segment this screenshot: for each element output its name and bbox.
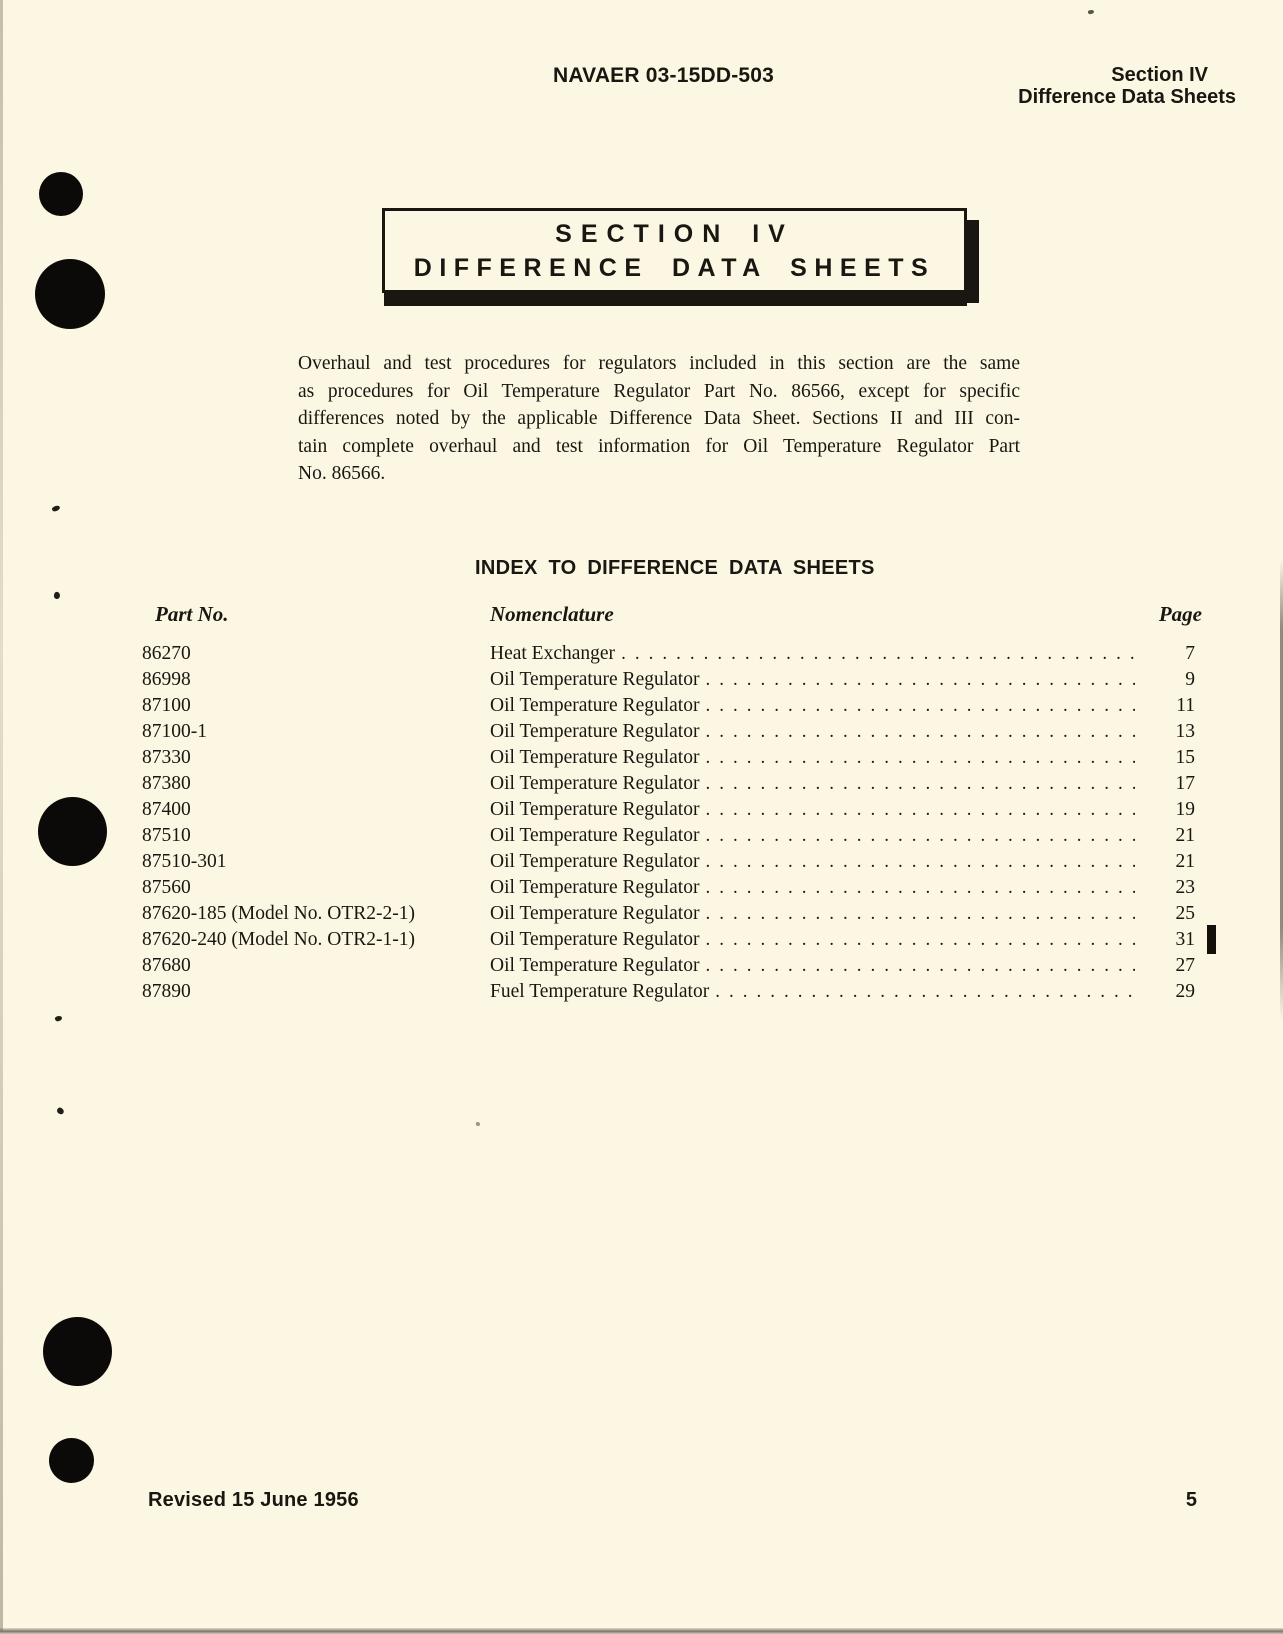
intro-paragraph [298, 350, 1020, 488]
table-row [142, 797, 1195, 823]
row-nomenclature: Oil Temperature Regulator [490, 903, 700, 924]
table-row [142, 823, 1195, 849]
scan-speck [56, 1107, 65, 1116]
dot-leader [705, 901, 1135, 927]
row-nomenclature: Fuel Temperature Regulator [490, 981, 710, 1002]
dot-leader [705, 693, 1135, 719]
table-row [142, 719, 1195, 745]
dot-leader [705, 797, 1135, 823]
row-part-no: 87380 [142, 773, 191, 794]
paragraph-line: Overhaul and test procedures for regulators included in this section are the same [298, 353, 1020, 374]
row-part-no: 86270 [142, 643, 191, 664]
row-part-no: 87100 [142, 695, 191, 716]
column-header-page: Page [1158, 602, 1202, 626]
row-part-no: 87400 [142, 799, 191, 820]
section-title-box [382, 208, 967, 293]
footer-revision-note: Revised 15 June 1956 [148, 1489, 359, 1511]
dot-leader [705, 745, 1135, 771]
row-nomenclature: Oil Temperature Regulator [490, 799, 700, 820]
table-row [142, 901, 1195, 927]
dot-leader [705, 849, 1135, 875]
row-page: 31 [1175, 929, 1195, 950]
paragraph-line: No. 86566. [298, 463, 386, 484]
row-page: 21 [1175, 825, 1195, 846]
row-nomenclature: Oil Temperature Regulator [490, 877, 700, 898]
row-part-no: 87510-301 [142, 851, 227, 872]
row-page: 7 [1185, 643, 1195, 664]
row-page: 9 [1185, 669, 1195, 690]
scan-speck [476, 1122, 480, 1126]
table-row [142, 641, 1195, 667]
row-nomenclature: Oil Temperature Regulator [490, 929, 700, 950]
dot-leader [705, 771, 1135, 797]
row-nomenclature: Oil Temperature Regulator [490, 773, 700, 794]
row-nomenclature: Oil Temperature Regulator [490, 721, 700, 742]
row-page: 25 [1175, 903, 1195, 924]
row-nomenclature: Oil Temperature Regulator [490, 669, 700, 690]
dot-leader [705, 927, 1135, 953]
row-part-no: 87680 [142, 955, 191, 976]
scan-speck [53, 591, 61, 599]
paragraph-line: as procedures for Oil Temperature Regulator Part No. 86566, except for specific [298, 380, 1020, 402]
header-section-block [1018, 64, 1236, 108]
table-row [142, 667, 1195, 693]
row-page: 11 [1176, 695, 1195, 716]
row-part-no: 87330 [142, 747, 191, 768]
paragraph-line: differences noted by the applicable Difference Data Sheet. Sections II and III con- [298, 408, 1020, 429]
table-row [142, 875, 1195, 901]
row-nomenclature: Oil Temperature Regulator [490, 747, 700, 768]
row-part-no: 87890 [142, 981, 191, 1002]
table-row [142, 979, 1195, 1005]
section-title-line1: SECTION IV [555, 220, 794, 248]
row-nomenclature: Oil Temperature Regulator [490, 825, 700, 846]
paragraph-line: tain complete overhaul and test information for Oil Temperature Regulator Part [298, 435, 1020, 457]
row-page: 21 [1175, 851, 1195, 872]
dot-leader [621, 641, 1135, 667]
dot-leader [705, 953, 1135, 979]
table-row [142, 693, 1195, 719]
row-nomenclature: Heat Exchanger [490, 643, 616, 664]
row-page: 17 [1175, 773, 1195, 794]
punch-hole-mark [49, 1438, 94, 1483]
row-part-no: 86998 [142, 669, 191, 690]
table-row [142, 771, 1195, 797]
scan-speck [54, 1015, 62, 1022]
row-part-no: 87620-185 (Model No. OTR2-2-1) [142, 903, 415, 924]
dot-leader [705, 823, 1135, 849]
column-header-nomenclature: Nomenclature [490, 602, 614, 626]
dot-leader [705, 719, 1135, 745]
row-page: 23 [1175, 877, 1195, 898]
section-title-line2: DIFFERENCE DATA SHEETS [413, 254, 936, 282]
header-section-subtitle: Difference Data Sheets [1018, 86, 1236, 108]
row-nomenclature: Oil Temperature Regulator [490, 955, 700, 976]
index-column-headers [142, 602, 1202, 628]
punch-hole-mark [43, 1317, 112, 1386]
punch-hole-mark [39, 172, 83, 216]
row-part-no: 87510 [142, 825, 191, 846]
row-page: 13 [1175, 721, 1195, 742]
dot-leader [705, 667, 1135, 693]
scan-speck [51, 505, 60, 513]
punch-hole-mark [38, 797, 107, 866]
row-page: 27 [1175, 955, 1195, 976]
footer-page-number: 5 [1185, 1489, 1197, 1511]
table-row [142, 849, 1195, 875]
punch-hole-mark [35, 259, 105, 329]
document-number: NAVAER 03-15DD-503 [553, 64, 775, 87]
row-nomenclature: Oil Temperature Regulator [490, 851, 700, 872]
row-page: 29 [1175, 981, 1195, 1002]
table-row [142, 927, 1195, 953]
page-edge-left [0, 0, 3, 1634]
column-header-part-no: Part No. [155, 602, 229, 626]
dot-leader [705, 875, 1135, 901]
revision-bar [1207, 925, 1216, 954]
row-part-no: 87100-1 [142, 721, 207, 742]
row-nomenclature: Oil Temperature Regulator [490, 695, 700, 716]
index-title: INDEX TO DIFFERENCE DATA SHEETS [475, 557, 875, 579]
page-edge-bottom [0, 1628, 1283, 1634]
scan-speck [1088, 9, 1095, 14]
index-rows [142, 641, 1195, 1005]
row-page: 19 [1175, 799, 1195, 820]
row-part-no: 87620-240 (Model No. OTR2-1-1) [142, 929, 415, 950]
dot-leader [715, 979, 1135, 1005]
row-page: 15 [1175, 747, 1195, 768]
table-row [142, 953, 1195, 979]
header-section-title: Section IV [1111, 64, 1208, 86]
row-part-no: 87560 [142, 877, 191, 898]
table-row [142, 745, 1195, 771]
